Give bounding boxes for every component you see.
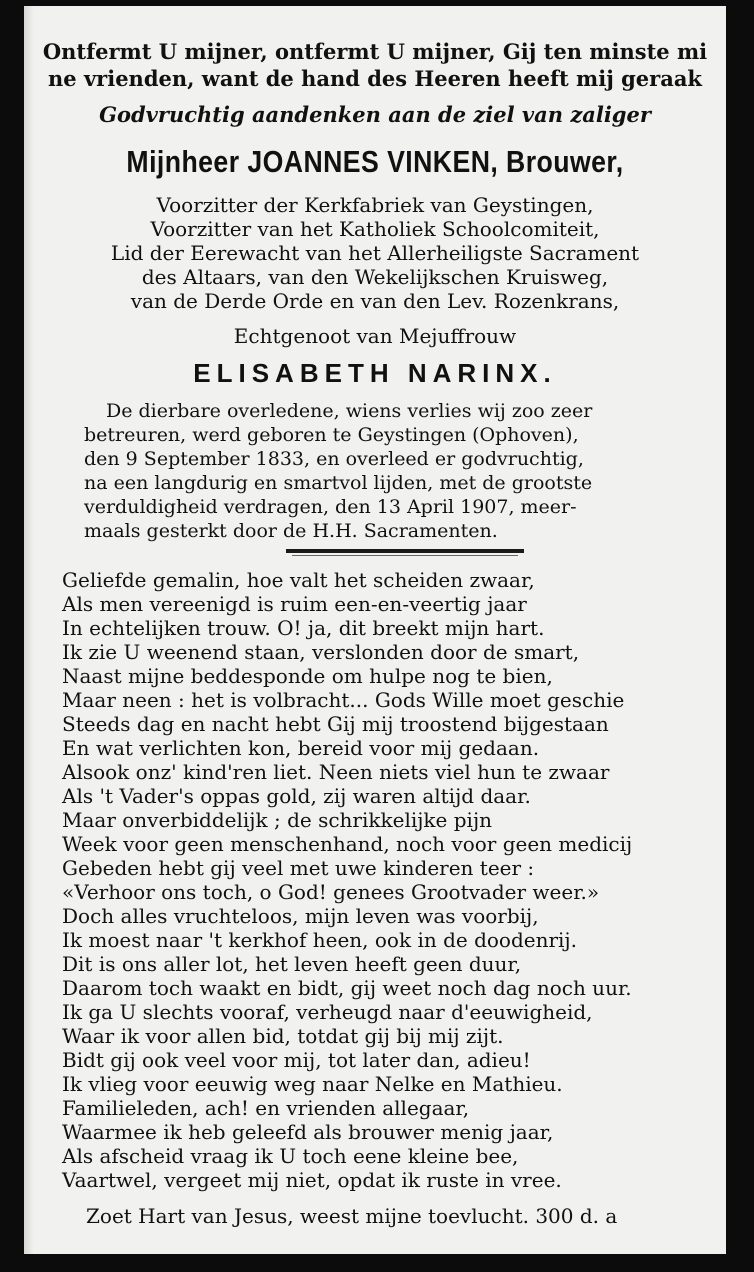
poem-line-17: Dit is ons aller lot, het leven heeft geen duur, [62,952,522,976]
poem-line-6: Maar neen : het is volbracht... Gods Wille moet geschie [62,688,625,712]
closing-prayer: Zoet Hart van Jesus, weest mijne toevlucht. 300 d. a [86,1204,618,1228]
card-edge-shadow [24,6,34,1254]
spouse-name: ELISABETH NARINX. [193,358,557,388]
biography-line-1: De dierbare overledene, wiens verlies wij zoo zeer [106,400,593,422]
poem-line-3: In echtelijken trouw. O! ja, dit breekt mijn hart. [62,616,545,640]
poem-line-5: Naast mijne beddesponde om hulpe nog te bien, [62,664,553,688]
spouse-intro: Echtgenoot van Mejuffrouw [233,324,517,348]
poem-line-12: Week voor geen menschenhand, noch voor geen medicij [62,832,633,856]
role-line-5: van de Derde Orde en van den Lev. Rozenkrans, [130,289,620,313]
poem-line-19: Ik ga U slechts vooraf, verheugd naar d'eeuwigheid, [62,1000,593,1024]
poem-line-7: Steeds dag en nacht hebt Gij mij troostend bijgestaan [62,712,609,736]
poem-line-13: Gebeden hebt gij veel met uwe kinderen teer : [62,856,535,880]
poem-line-11: Maar onverbiddelijk ; de schrikkelijke pijn [62,808,493,832]
poem-line-2: Als men vereenigd is ruim een-en-veertig jaar [62,592,527,616]
poem-line-18: Daarom toch waakt en bidt, gij weet noch dag noch uur. [62,976,632,1000]
memorial-card [24,6,726,1254]
poem-line-8: En wat verlichten kon, bereid voor mij gedaan. [62,736,540,760]
epigraph-line-2: ne vrienden, want de hand des Heeren heeft mij geraak [48,66,702,91]
poem-line-4: Ik zie U weenend staan, verslonden door de smart, [62,640,580,664]
biography-line-5: verduldigheid verdragen, den 13 April 1907, meer- [84,496,577,518]
poem-line-24: Waarmee ik heb geleefd als brouwer menig jaar, [62,1120,554,1144]
poem-line-9: Alsook onz' kind'ren liet. Neen niets viel hun te zwaar [62,760,610,784]
poem-line-16: Ik moest naar 't kerkhof heen, ook in de doodenrij. [62,928,577,952]
poem-line-14: «Verhoor ons toch, o God! genees Grootvader weer.» [62,880,600,904]
role-line-1: Voorzitter der Kerkfabriek van Geystingen, [156,193,594,217]
role-line-4: des Altaars, van den Wekelijkschen Kruisweg, [141,265,609,289]
epigraph-line-1: Ontfermt U mijner, ontfermt U mijner, Gij ten minste mi [42,39,708,64]
intro-line: Godvruchtig aandenken aan de ziel van zaliger [99,102,651,127]
separator-rule [286,549,524,553]
biography-line-4: na een langdurig en smartvol lijden, met de grootste [84,472,593,494]
deceased-name-heading: Mijnheer JOANNES VINKEN, Brouwer, [126,144,624,179]
poem-line-1: Geliefde gemalin, hoe valt het scheiden zwaar, [62,568,535,592]
separator-rule-thin [292,555,518,556]
poem-line-10: Als 't Vader's oppas gold, zij waren altijd daar. [62,784,531,808]
role-line-3: Lid der Eerewacht van het Allerheiligste Sacrament [110,241,640,265]
poem-line-22: Ik vlieg voor eeuwig weg naar Nelke en Mathieu. [62,1072,563,1096]
role-line-2: Voorzitter van het Katholiek Schoolcomiteit, [150,217,600,241]
poem-line-20: Waar ik voor allen bid, totdat gij bij mij zijt. [62,1024,504,1048]
poem-line-21: Bidt gij ook veel voor mij, tot later dan, adieu! [62,1048,531,1072]
poem-line-23: Familieleden, ach! en vrienden allegaar, [62,1096,470,1120]
biography-line-3: den 9 September 1833, en overleed er godvruchtig, [84,448,584,470]
poem-line-26: Vaartwel, vergeet mij niet, opdat ik ruste in vree. [62,1168,562,1192]
biography-line-6: maals gesterkt door de H.H. Sacramenten. [84,520,498,542]
poem-line-15: Doch alles vruchteloos, mijn leven was voorbij, [62,904,539,928]
biography-line-2: betreuren, werd geboren te Geystingen (Ophoven), [84,424,579,446]
poem-line-25: Als afscheid vraag ik U toch eene kleine bee, [62,1144,519,1168]
